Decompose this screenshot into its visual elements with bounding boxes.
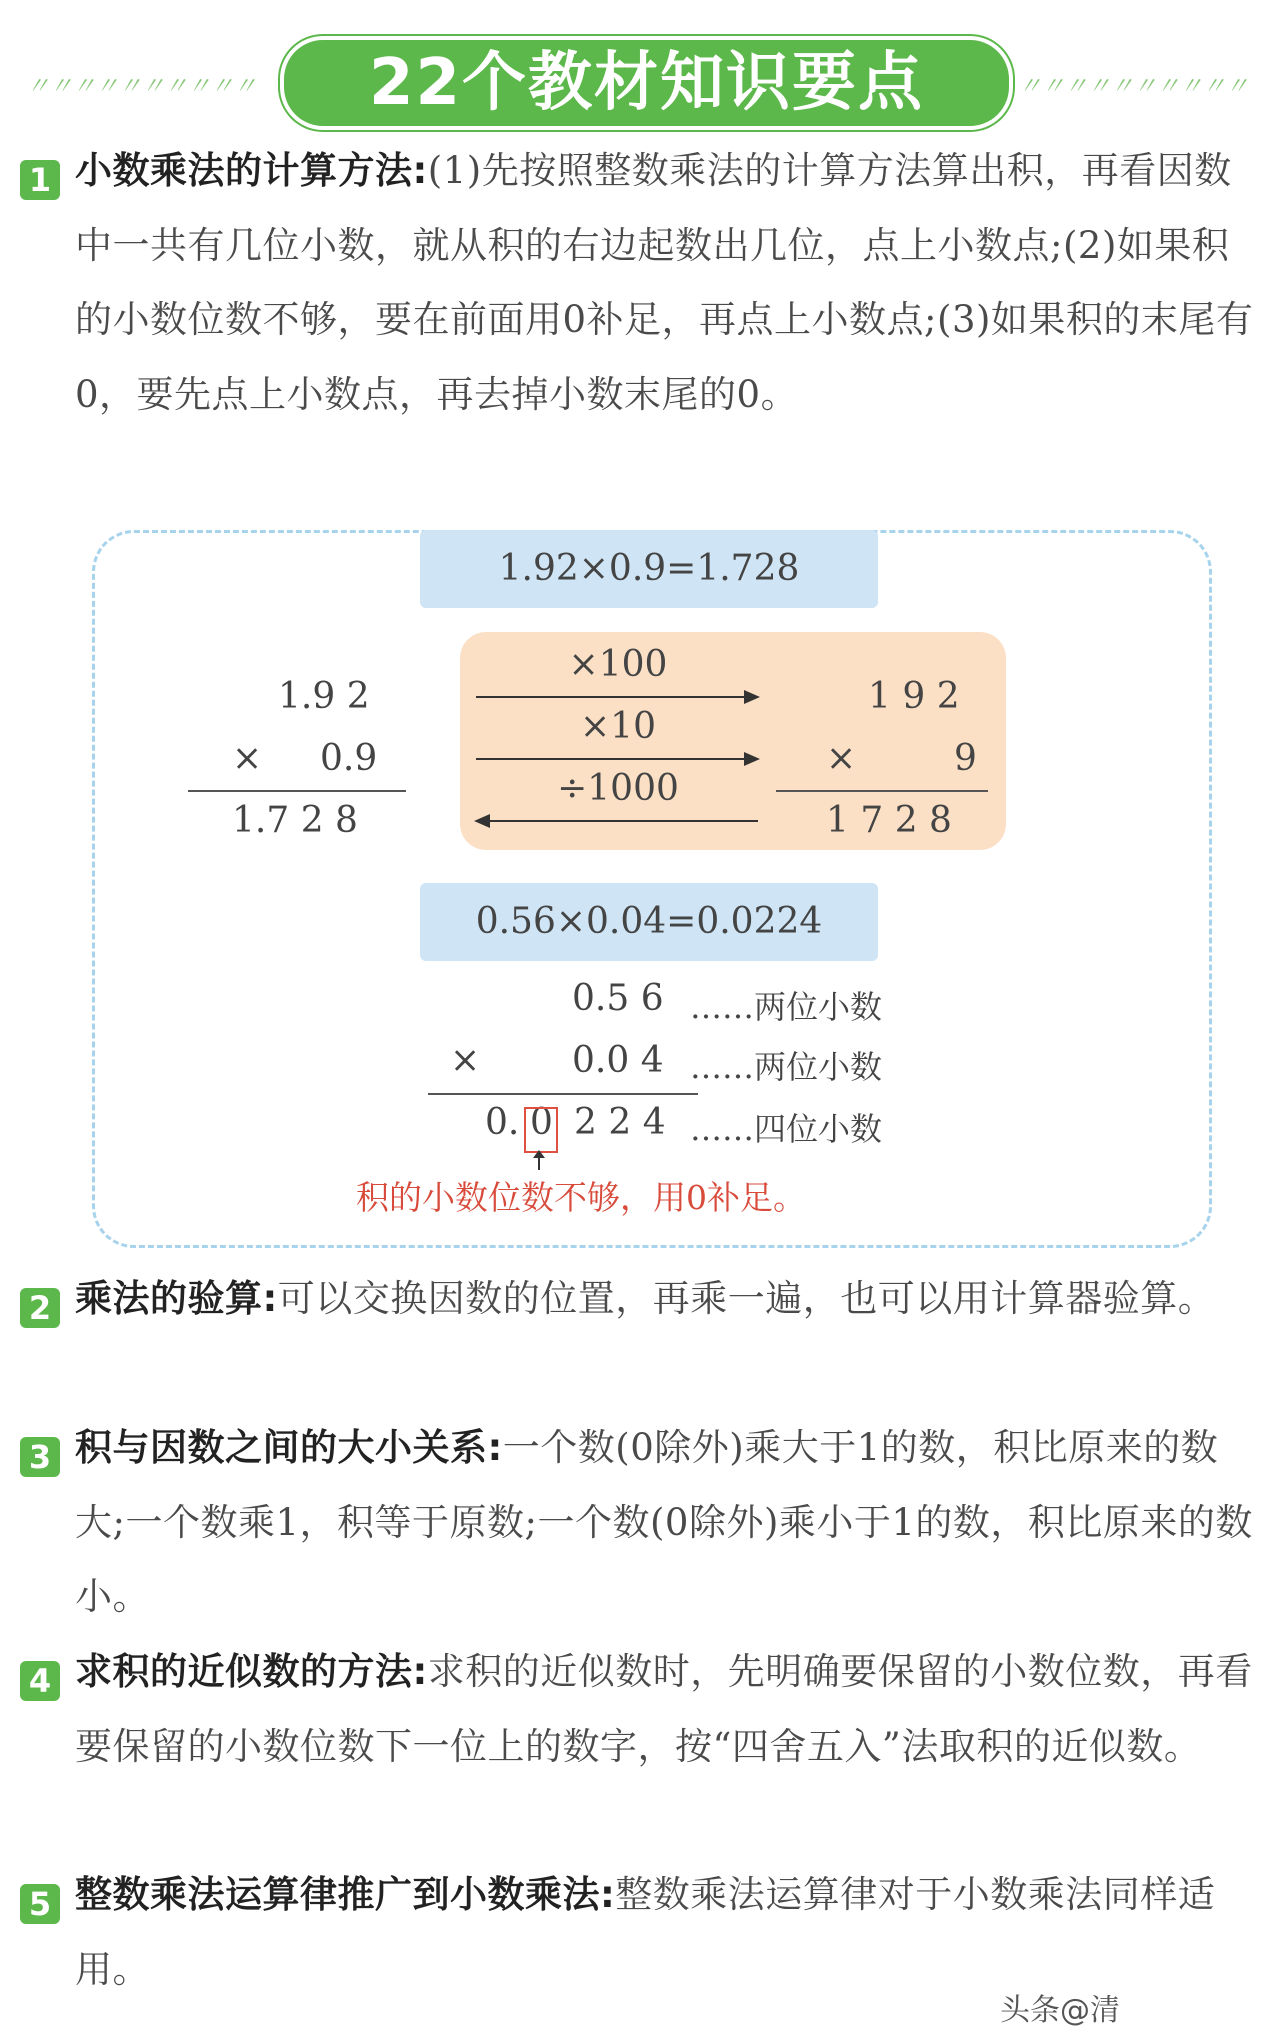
calc2-note-r: ……四位小数 [690, 1110, 883, 1148]
calc-left-sign: × [232, 738, 263, 779]
calc2-result-int: 0. [485, 1102, 520, 1143]
formula-2: 0.56×0.04=0.0224 [420, 883, 878, 961]
section-heading: 乘法的验算: [75, 1277, 278, 1320]
section-heading: 求积的近似数的方法: [75, 1650, 428, 1693]
section-heading: 积与因数之间的大小关系: [75, 1426, 503, 1469]
section-text [75, 1635, 1255, 1784]
calc2-result-rest: 2 2 4 [574, 1102, 666, 1143]
section-body: 一个数(0除外)乘大于1的数，积比原来的数大;一个数乘1，积等于原数;一个数(0除外)乘小于1的数，积比原来的数小。 [75, 1426, 1253, 1618]
calc2-note-b: ……两位小数 [690, 1048, 883, 1086]
arrow-head-right-icon [744, 752, 760, 766]
arrow-label-x100: ×100 [568, 644, 668, 685]
section-number-badge: 2 [20, 1288, 60, 1328]
section-text [75, 1411, 1255, 1635]
pointer-arrow-icon [538, 1156, 540, 1170]
calc-right-sign: × [826, 738, 857, 779]
calc-right-b: 9 [954, 738, 977, 779]
calc-left-b: 0.9 [320, 738, 378, 779]
calc2-b: 0.0 4 [572, 1040, 664, 1081]
arrow-right-1 [476, 696, 758, 698]
formula-1: 1.92×0.9=1.728 [420, 530, 878, 608]
arrow-label-x10: ×10 [580, 706, 656, 747]
section-number-badge: 3 [20, 1437, 60, 1477]
arrow-label-div1000: ÷1000 [557, 768, 679, 809]
calc-right-a: 1 9 2 [868, 676, 960, 717]
title-banner [280, 36, 1013, 130]
calc-left-a: 1.9 2 [278, 676, 370, 717]
section-heading: 小数乘法的计算方法: [75, 149, 428, 192]
arrow-left [476, 820, 758, 822]
banner-decoration-right: 〃〃〃〃〃〃〃〃〃〃 [1018, 72, 1248, 100]
section-body: 可以交换因数的位置，再乘一遍，也可以用计算器验算。 [277, 1277, 1216, 1320]
watermark: 头条@清 [1000, 1993, 1120, 2028]
calc-right-result: 1 7 2 8 [826, 800, 952, 841]
calc2-result-pad: 0 [530, 1102, 553, 1143]
calc2-note-a: ……两位小数 [690, 988, 883, 1026]
section-heading: 整数乘法运算律推广到小数乘法: [75, 1873, 616, 1916]
arrow-head-left-icon [474, 814, 490, 828]
section-body: 求积的近似数时，先明确要保留的小数位数，再看要保留的小数位数下一位上的数字，按“四舍五入”法取积的近似数。 [75, 1650, 1253, 1768]
banner-decoration-left: 〃〃〃〃〃〃〃〃〃〃 [26, 72, 256, 100]
section-text [75, 134, 1255, 432]
highlight-box [524, 1107, 558, 1153]
hint-text: 积的小数位数不够，用0补足。 [356, 1178, 806, 1217]
arrow-right-2 [476, 758, 758, 760]
calc-right-rule [776, 790, 988, 792]
calc-left-result: 1.7 2 8 [232, 800, 358, 841]
section-number-badge: 1 [20, 160, 60, 200]
calc-left-rule [188, 790, 406, 792]
arrow-head-right-icon [744, 690, 760, 704]
section-number-badge: 5 [20, 1884, 60, 1924]
calc2-sign: × [450, 1040, 481, 1081]
section-number-badge: 4 [20, 1661, 60, 1701]
page-title: 22个教材知识要点 [368, 46, 925, 120]
section-body: (1)先按照整数乘法的计算方法算出积，再看因数中一共有几位小数，就从积的右边起数出几位，点上小数点;(2)如果积的小数位数不够，要在前面用0补足，再点上小数点;(3)如果积的末尾有0，要先点上小数点，再去掉小数末尾的0。 [75, 149, 1254, 416]
section-text [75, 1262, 1255, 1337]
section-body: 整数乘法运算律对于小数乘法同样适用。 [75, 1873, 1216, 1991]
calc2-a: 0.5 6 [572, 978, 664, 1019]
calc2-rule [428, 1093, 698, 1095]
